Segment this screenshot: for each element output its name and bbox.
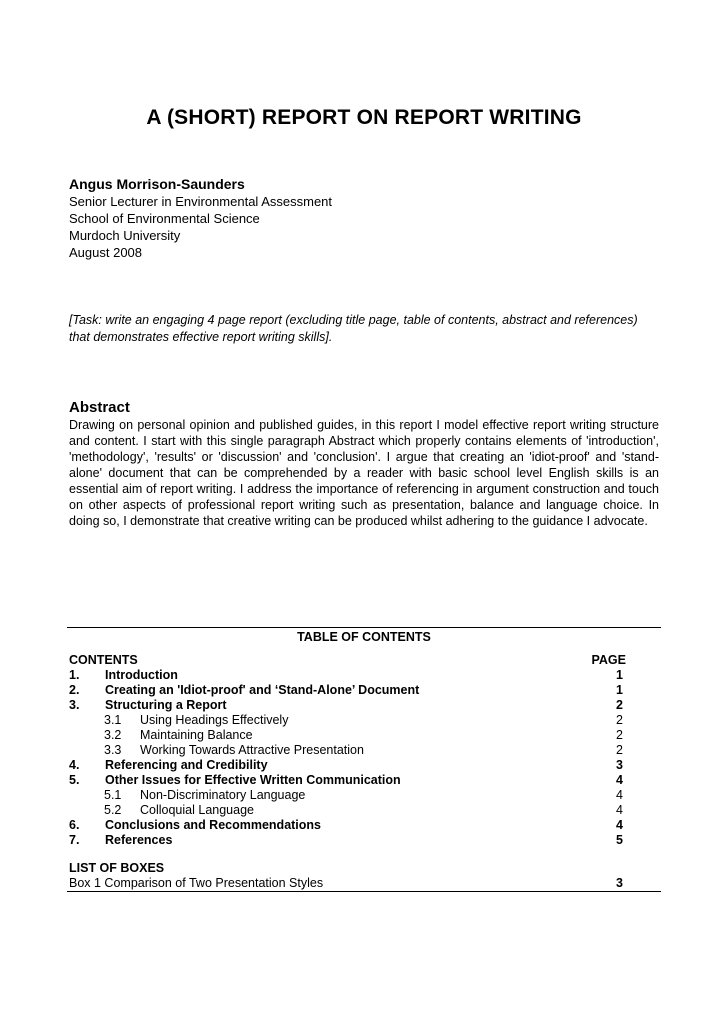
toc-entry-text: References — [105, 833, 173, 847]
toc-header-row — [67, 653, 661, 668]
toc-entry-text: Maintaining Balance — [140, 728, 253, 742]
toc-entry[interactable] — [67, 773, 661, 788]
toc-entry-page: 2 — [616, 728, 623, 742]
abstract-text: Drawing on personal opinion and published guides, in this report I model effective report writing structure and content. I start with this single paragraph Abstract which properly contains elements of 'introduction', 'methodology', 'results' or 'discussion' and 'conclusion'. I argue that creating an 'idiot-proof' and 'stand-alone' document that can be comprehended by a reader with basic school level English skills is an essential aim of report writing. I address the importance of referencing in argument construction and touch on other aspects of professional report writing such as presentation, balance and language choice. In doing so, I demonstrate that creative writing can be produced whilst adhering to the guidance I advocate. — [69, 418, 659, 528]
toc-entry-number: 5.2 — [104, 803, 122, 817]
report-title: A (SHORT) REPORT ON REPORT WRITING — [146, 106, 582, 129]
author-block — [69, 176, 332, 261]
toc-entry-page: 1 — [616, 683, 623, 697]
toc-entry-page: 2 — [616, 698, 623, 712]
toc-entry-text: Conclusions and Recommendations — [105, 818, 322, 832]
toc-entry[interactable] — [67, 758, 661, 773]
box-entry[interactable] — [67, 876, 661, 892]
abstract-heading: Abstract — [69, 399, 130, 416]
toc-subentry[interactable] — [67, 713, 661, 728]
toc-entry-number: 3.1 — [104, 713, 122, 727]
author-position: Senior Lecturer in Environmental Assessment — [69, 194, 333, 209]
task-statement: [Task: write an engaging 4 page report (excluding title page, table of contents, abstract and references) that demonstrates effective report writing skills]. — [69, 313, 638, 344]
toc-title: TABLE OF CONTENTS — [297, 630, 431, 644]
toc-entry[interactable] — [67, 683, 661, 698]
toc-entry-number: 4. — [69, 758, 80, 772]
toc-entry[interactable] — [67, 698, 661, 713]
toc-entry-number: 3. — [69, 698, 80, 712]
toc-entry[interactable] — [67, 818, 661, 833]
toc-entry-number: 3.2 — [104, 728, 122, 742]
toc-entry-number: 6. — [69, 818, 80, 832]
author-name: Angus Morrison-Saunders — [69, 176, 245, 192]
list-of-boxes-heading — [67, 861, 661, 876]
toc-entry-number: 1. — [69, 668, 80, 682]
toc-contents-label: CONTENTS — [69, 653, 138, 667]
toc-entry-text: Using Headings Effectively — [140, 713, 289, 727]
toc-entry-page: 4 — [616, 818, 623, 832]
toc-subentry[interactable] — [67, 803, 661, 818]
list-of-boxes-label: LIST OF BOXES — [69, 861, 165, 875]
author-school: School of Environmental Science — [69, 211, 260, 226]
toc-entry[interactable] — [67, 833, 661, 848]
toc-entry-number: 2. — [69, 683, 80, 697]
toc-entry-page: 4 — [616, 773, 623, 787]
toc-entry-number: 5.1 — [104, 788, 122, 802]
toc-entry-text: Working Towards Attractive Presentation — [140, 743, 364, 757]
toc-subentry[interactable] — [67, 743, 661, 758]
toc-page-label: PAGE — [591, 653, 626, 667]
toc-entry-page: 1 — [616, 668, 623, 682]
toc-entry-text: Other Issues for Effective Written Communication — [105, 773, 401, 787]
toc-entry-page: 4 — [616, 788, 623, 802]
toc-entry-number: 5. — [69, 773, 80, 787]
toc-entry-text: Non-Discriminatory Language — [140, 788, 306, 802]
toc-entry-page: 5 — [616, 833, 623, 847]
toc-entry-page: 4 — [616, 803, 623, 817]
author-university: Murdoch University — [69, 228, 181, 243]
toc-entry-page: 2 — [616, 713, 623, 727]
table-of-contents — [67, 627, 661, 892]
toc-entry-text: Introduction — [105, 668, 178, 682]
toc-entry-text: Referencing and Credibility — [105, 758, 268, 772]
box-entry-page: 3 — [616, 876, 623, 890]
toc-list — [67, 653, 661, 892]
toc-entry-page: 3 — [616, 758, 623, 772]
toc-subentry[interactable] — [67, 728, 661, 743]
toc-entry-page: 2 — [616, 743, 623, 757]
toc-entry-number: 3.3 — [104, 743, 122, 757]
toc-entry-number: 7. — [69, 833, 80, 847]
report-date: August 2008 — [69, 245, 143, 260]
toc-entry[interactable] — [67, 668, 661, 683]
toc-entry-text: Structuring a Report — [105, 698, 227, 712]
box-entry-text: Box 1 Comparison of Two Presentation Styles — [69, 876, 324, 890]
toc-entry-text: Colloquial Language — [140, 803, 254, 817]
toc-subentry[interactable] — [67, 788, 661, 803]
toc-entry-text: Creating an 'Idiot-proof' and ‘Stand-Alone’ Document — [105, 683, 420, 697]
